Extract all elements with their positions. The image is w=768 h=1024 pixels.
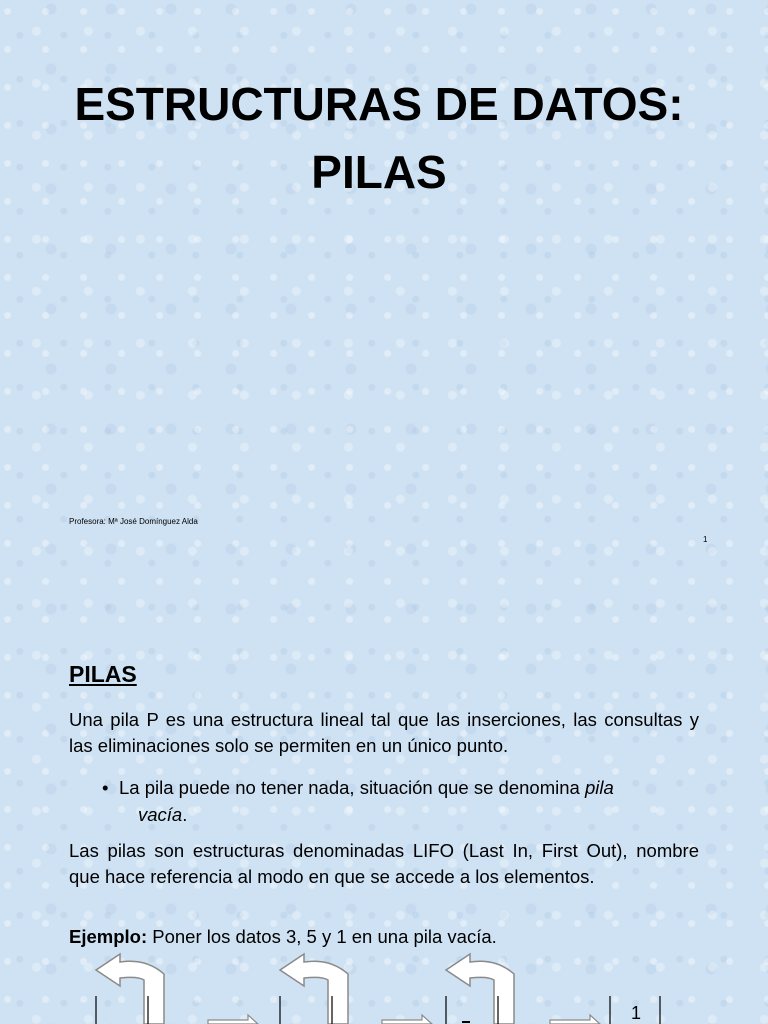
- page-number: 1: [703, 535, 708, 544]
- right-arrow-icon: [550, 1015, 600, 1024]
- bullet-italic-pila: pila: [584, 777, 614, 798]
- curved-arrow-icon: [96, 954, 164, 1024]
- stack-top-value: 1: [631, 1003, 642, 1023]
- example-label: Ejemplo:: [69, 926, 148, 947]
- title-line-2: PILAS: [311, 146, 447, 198]
- author-credit: Profesora: Mª José Domínguez Alda: [69, 517, 198, 526]
- slide-2: [0, 560, 768, 1024]
- example-text: Poner los datos 3, 5 y 1 en una pila vacía.: [147, 926, 497, 947]
- bullet-empty-stack: [102, 774, 702, 828]
- stack-push-diagram: [0, 940, 768, 1024]
- slide-title: [0, 70, 758, 206]
- title-line-1: ESTRUCTURAS DE DATOS:: [74, 78, 684, 130]
- curved-arrow-icon: [280, 954, 348, 1024]
- bullet-end: .: [182, 804, 188, 825]
- bullet-italic-vacia: vacía: [138, 804, 183, 825]
- right-arrow-icon: [208, 1015, 258, 1024]
- section-heading: PILAS: [69, 661, 137, 687]
- right-arrow-icon: [382, 1015, 432, 1024]
- bullet-marker: •: [102, 777, 109, 798]
- definition-paragraph: Una pila P es una estructura lineal tal que las inserciones, las consultas y las eliminaciones solo se permiten en un único punto.: [69, 709, 699, 756]
- curved-arrow-icon: [446, 954, 514, 1024]
- bullet-text: La pila puede no tener nada, situación que se denomina: [119, 777, 585, 798]
- lifo-paragraph: Las pilas son estructuras denominadas LIFO (Last In, First Out), nombre que hace referencia al modo en que se accede a los elementos.: [69, 840, 699, 887]
